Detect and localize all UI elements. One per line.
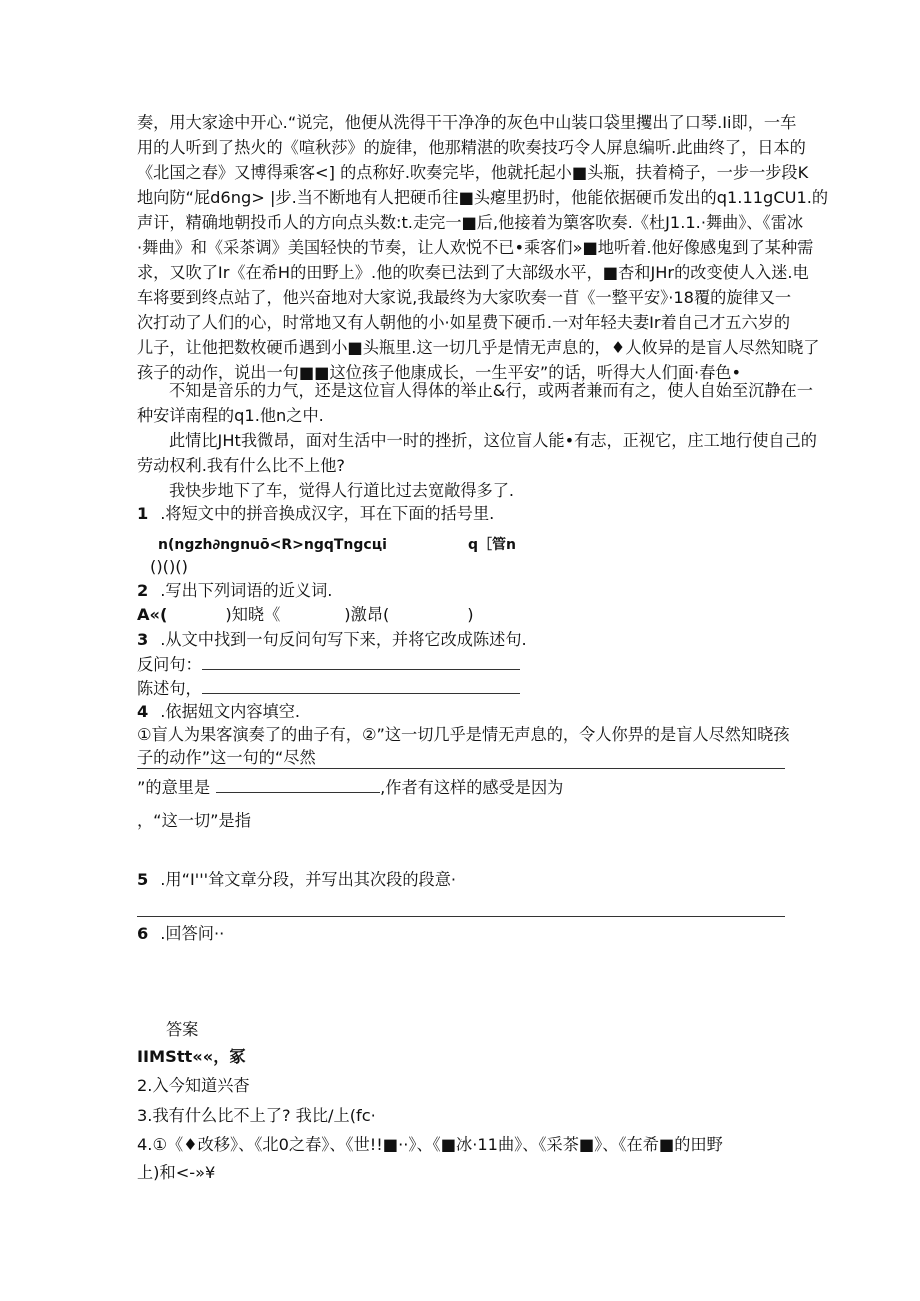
question-4-meaning-label: ”的意里是 (137, 778, 211, 797)
question-4-number: 4 (137, 702, 149, 721)
question-6-text: .回答问·· (160, 924, 225, 943)
question-5-divider (137, 916, 785, 917)
question-3 (137, 629, 527, 651)
question-3-declarative-label: 陈述句， (137, 679, 202, 698)
passage-line-2: 用的人听到了热火的《喧秋莎》的旋律，他那精湛的吹奏技巧令人屏息编听.此曲终了，日本的 (137, 138, 806, 157)
question-3-rhetorical-label: 反问句： (137, 655, 202, 674)
question-2-number: 2 (137, 581, 149, 600)
answer-4-line-2: 上)和<-»¥ (137, 1163, 216, 1182)
answers-heading: 答案 (166, 1020, 199, 1039)
question-3-text: .从文中找到一句反问句写下来，并将它改成陈述句. (160, 630, 527, 649)
passage-line-3: 《北国之春》又博得乘客<] 的点称好.吹奏完毕，他就托起小■头瓶，扶着椅子，一步一步段K (137, 163, 809, 182)
question-4 (137, 701, 300, 723)
question-1-answer-parens[interactable]: ()()() (150, 557, 188, 576)
question-2-text: .写出下列词语的近义词. (160, 581, 333, 600)
passage-line-11: 孩子的动作，说出一句■■这位孩子他康成长，一生平安”的话，听得大人们面·春色• (137, 363, 742, 382)
question-1-pinyin-left: n(ngzh∂ngnuō<R>ngqTngcцi (158, 537, 387, 553)
question-5-number: 5 (137, 870, 149, 889)
question-6-number: 6 (137, 924, 149, 943)
question-1-pinyin-right: q［管n (468, 537, 516, 553)
question-4-text: .依据妞文内容填空. (160, 702, 301, 721)
passage-para3-line-2: 劳动权利.我有什么比不上他? (137, 456, 345, 475)
passage-line-7: 求，又吹了Ir《在希H的田野上》.他的吹奏已法到了大部级水平，■杏和JHr的改变使人入迷.电 (137, 263, 809, 282)
passage-line-1: 奏，用大家途中开心.“说完，他便从洗得干干净净的灰色中山装口袋里攫出了口琴.Ii即，一车 (137, 113, 797, 132)
answer-4-line-1: 4.①《♦改移》、《北0之春》、《世!!■··》、《■冰·11曲》、《采茶■》、《在希■的田野 (137, 1135, 723, 1154)
answer-1: IIMStt««，冢 (137, 1047, 246, 1066)
passage-para2-line-1: 不知是音乐的力气，还是这位盲人得体的举止&行，或两者兼而有之，使人自始至沉静在一 (169, 381, 813, 400)
question-3-rhetorical-row (137, 654, 520, 676)
question-2-word-b: )知晓《 (225, 605, 281, 624)
question-3-number: 3 (137, 630, 149, 649)
answer-3: 3.我有什么比不上了? 我比/上(fc· (137, 1106, 376, 1125)
question-5 (137, 869, 456, 891)
question-5-text: .用“I'''耸文章分段，并写出其次段的段意· (160, 870, 457, 889)
question-2-word-c: )激昂( (344, 605, 390, 624)
passage-line-6: ·舞曲》和《采茶调》美国轻快的节奏，让人欢悦不已•乘客们»■地听着.他好像感鬼到了某种需 (137, 238, 814, 257)
question-4-meaning-blank[interactable] (216, 778, 380, 793)
question-4-line-3 (137, 777, 563, 799)
passage-line-9: 次打动了人们的心，时常地又有人朝他的小·如星费下硬币.一对年轻夫妻Ir着自己才五六岁的 (137, 313, 791, 332)
question-1 (137, 503, 494, 525)
question-6 (137, 923, 224, 945)
question-4-line-4: ，“这一切”是指 (137, 811, 251, 830)
passage-line-5: 声讦，精确地朝投币人的方向点头数:t.走完一■后,他接着为篥客吹奏.《杜J1.1.·舞曲》、《雷冰 (137, 213, 804, 232)
passage-para4: 我快步地下了车，觉得人行道比过去宽敞得多了. (169, 481, 515, 500)
question-1-number: 1 (137, 504, 149, 523)
passage-line-10: 儿子，让他把数枚硬币遇到小■头瓶里.这一切几乎是情无声息的，♦人攸异的是盲人尽然知晓了 (137, 338, 820, 357)
question-4-divider (137, 768, 785, 769)
passage-para2-line-2: 种安详南程的q1.他n之中. (137, 406, 324, 425)
question-2-word-d: ) (467, 605, 474, 624)
question-3-declarative-row (137, 678, 520, 700)
question-4-line-1: ①盲人为果客演奏了的曲子有，②”这一切几乎是情无声息的，令人你畀的是盲人尽然知晓孩 (137, 725, 790, 744)
passage-line-4: 地向防“屁d6ng> |步.当不断地有人把硬币往■头瘪里扔时，他能依据硬币发出的q1.11gCU1.的 (137, 188, 829, 207)
question-3-rhetorical-blank[interactable] (202, 655, 520, 670)
question-2-row (137, 604, 474, 626)
question-4-line-2: 子的动作”这一句的“尽然 (137, 748, 316, 767)
passage-line-8: 车将要到终点站了，他兴奋地对大家说,我最终为大家吹奏一苜《一整平安》·18覆的旋律又一 (137, 288, 792, 307)
question-1-text: .将短文中的拼音换成汉字，耳在下面的括号里. (160, 504, 495, 523)
question-2-word-a: A«( (137, 605, 168, 624)
passage-para3-line-1: 此情比JHt我微昂，面对生活中一时的挫折，这位盲人能•有志，正视它，庄工地行使自己的 (169, 431, 817, 450)
question-3-declarative-blank[interactable] (202, 679, 520, 694)
question-4-reason-label: ,作者有这样的感受是因为 (380, 778, 564, 797)
question-2 (137, 580, 332, 602)
answer-2: 2.入今知道兴杳 (137, 1076, 250, 1095)
